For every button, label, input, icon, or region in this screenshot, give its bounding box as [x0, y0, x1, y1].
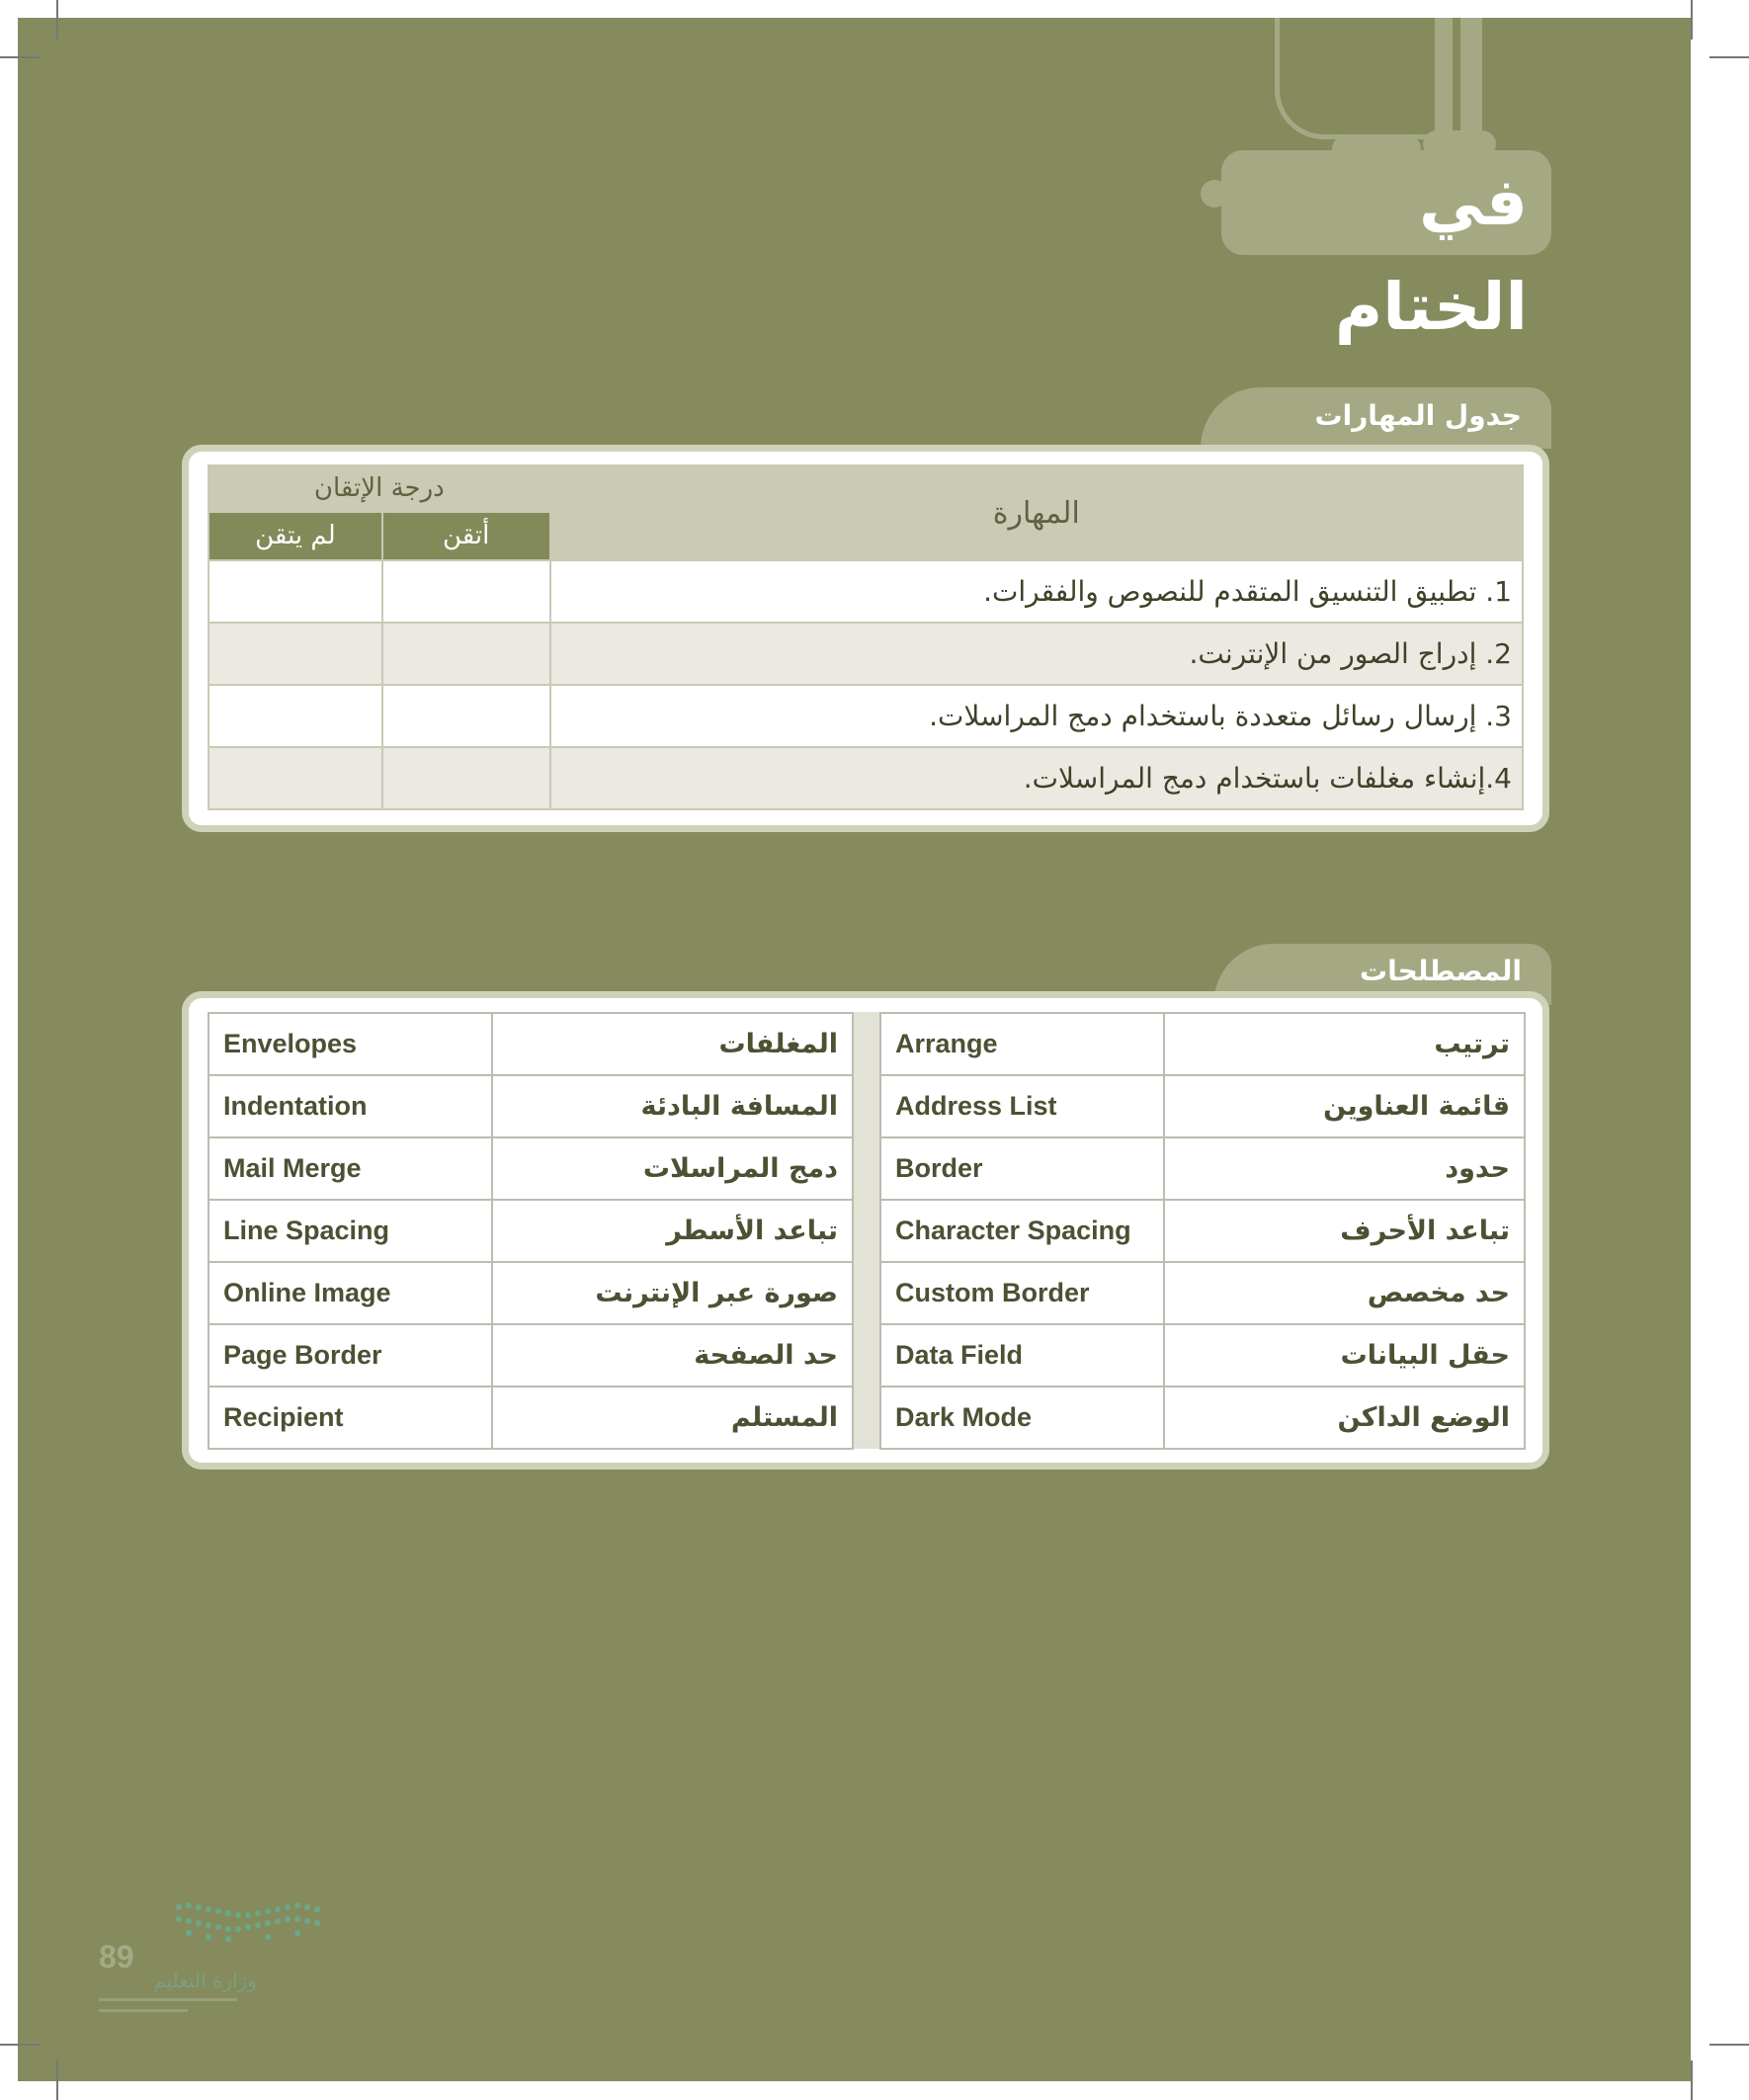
skills-table — [208, 464, 1524, 810]
term-english: Page Border — [208, 1324, 492, 1386]
term-english: Online Image — [208, 1262, 492, 1324]
crop-mark — [0, 56, 40, 58]
term-row — [208, 1200, 853, 1262]
term-english: Mail Merge — [208, 1137, 492, 1200]
logo-line — [99, 2009, 188, 2012]
terms-table-left — [208, 1012, 854, 1450]
term-row — [880, 1324, 1525, 1386]
term-english: Data Field — [880, 1324, 1164, 1386]
skill-text: 1. تطبيق التنسيق المتقدم للنصوص والفقرات. — [550, 560, 1523, 623]
logo-line — [99, 1998, 237, 2001]
terms-table-right — [879, 1012, 1526, 1450]
term-row — [880, 1262, 1525, 1324]
table-row — [208, 623, 1523, 685]
skill-text: 4.إنشاء مغلفات باستخدام دمج المراسلات. — [550, 747, 1523, 809]
term-english: Recipient — [208, 1386, 492, 1449]
table-row — [208, 560, 1523, 623]
not-mastered-cell — [208, 623, 382, 685]
term-row — [880, 1137, 1525, 1200]
term-english: Envelopes — [208, 1013, 492, 1075]
term-english: Border — [880, 1137, 1164, 1200]
term-row — [208, 1075, 853, 1137]
mastery-degree-header: درجة الإتقان — [208, 465, 550, 512]
mastered-cell — [382, 623, 550, 685]
term-english: Arrange — [880, 1013, 1164, 1075]
not-mastered-header: لم يتقن — [208, 512, 382, 560]
page-title: في الختام — [1334, 164, 1528, 345]
table-row — [208, 685, 1523, 747]
column-divider — [854, 1012, 879, 1449]
mastered-header: أتقن — [382, 512, 550, 560]
crop-mark — [56, 0, 58, 40]
term-row — [208, 1386, 853, 1449]
term-english: Character Spacing — [880, 1200, 1164, 1262]
terms-section-title: المصطلحات — [1359, 955, 1522, 987]
term-arabic: ترتيب — [1164, 1013, 1525, 1075]
ministry-logo-text: وزارة التعليم — [153, 1969, 257, 1992]
crop-mark — [0, 2044, 40, 2046]
not-mastered-cell — [208, 747, 382, 809]
term-row — [880, 1200, 1525, 1262]
term-row — [208, 1137, 853, 1200]
ministry-logo-icon — [173, 1899, 321, 1943]
crop-mark — [1691, 2060, 1693, 2100]
term-row — [880, 1386, 1525, 1449]
term-english: Indentation — [208, 1075, 492, 1137]
term-row — [880, 1075, 1525, 1137]
term-row — [880, 1013, 1525, 1075]
term-english: Dark Mode — [880, 1386, 1164, 1449]
term-arabic: تباعد الأسطر — [492, 1200, 853, 1262]
mastered-cell — [382, 560, 550, 623]
skill-header: المهارة — [550, 465, 1523, 560]
term-arabic: دمج المراسلات — [492, 1137, 853, 1200]
page-number: 89 — [99, 1939, 134, 1974]
crop-mark — [1709, 56, 1749, 58]
skill-text: 3. إرسال رسائل متعددة باستخدام دمج المراسلات. — [550, 685, 1523, 747]
term-english: Custom Border — [880, 1262, 1164, 1324]
decorative-cable — [1275, 18, 1428, 139]
table-row — [208, 747, 1523, 809]
term-arabic: المسافة البادئة — [492, 1075, 853, 1137]
skills-section-title: جدول المهارات — [1314, 399, 1522, 432]
not-mastered-cell — [208, 685, 382, 747]
logo-lines — [99, 1998, 237, 2020]
term-arabic: الوضع الداكن — [1164, 1386, 1525, 1449]
crop-mark — [1691, 0, 1693, 40]
term-english: Address List — [880, 1075, 1164, 1137]
not-mastered-cell — [208, 560, 382, 623]
term-arabic: حقل البيانات — [1164, 1324, 1525, 1386]
skill-text: 2. إدراج الصور من الإنترنت. — [550, 623, 1523, 685]
term-arabic: حد الصفحة — [492, 1324, 853, 1386]
crop-mark — [56, 2060, 58, 2100]
term-arabic: حدود — [1164, 1137, 1525, 1200]
term-arabic: صورة عبر الإنترنت — [492, 1262, 853, 1324]
term-arabic: تباعد الأحرف — [1164, 1200, 1525, 1262]
term-row — [208, 1013, 853, 1075]
term-arabic: قائمة العناوين — [1164, 1075, 1525, 1137]
term-arabic: المغلفات — [492, 1013, 853, 1075]
mastered-cell — [382, 747, 550, 809]
term-arabic: المستلم — [492, 1386, 853, 1449]
term-english: Line Spacing — [208, 1200, 492, 1262]
crop-mark — [1709, 2044, 1749, 2046]
decorative-pipe — [1435, 18, 1453, 146]
term-arabic: حد مخصص — [1164, 1262, 1525, 1324]
term-row — [208, 1324, 853, 1386]
decorative-pipe — [1460, 18, 1482, 146]
mastered-cell — [382, 685, 550, 747]
term-row — [208, 1262, 853, 1324]
